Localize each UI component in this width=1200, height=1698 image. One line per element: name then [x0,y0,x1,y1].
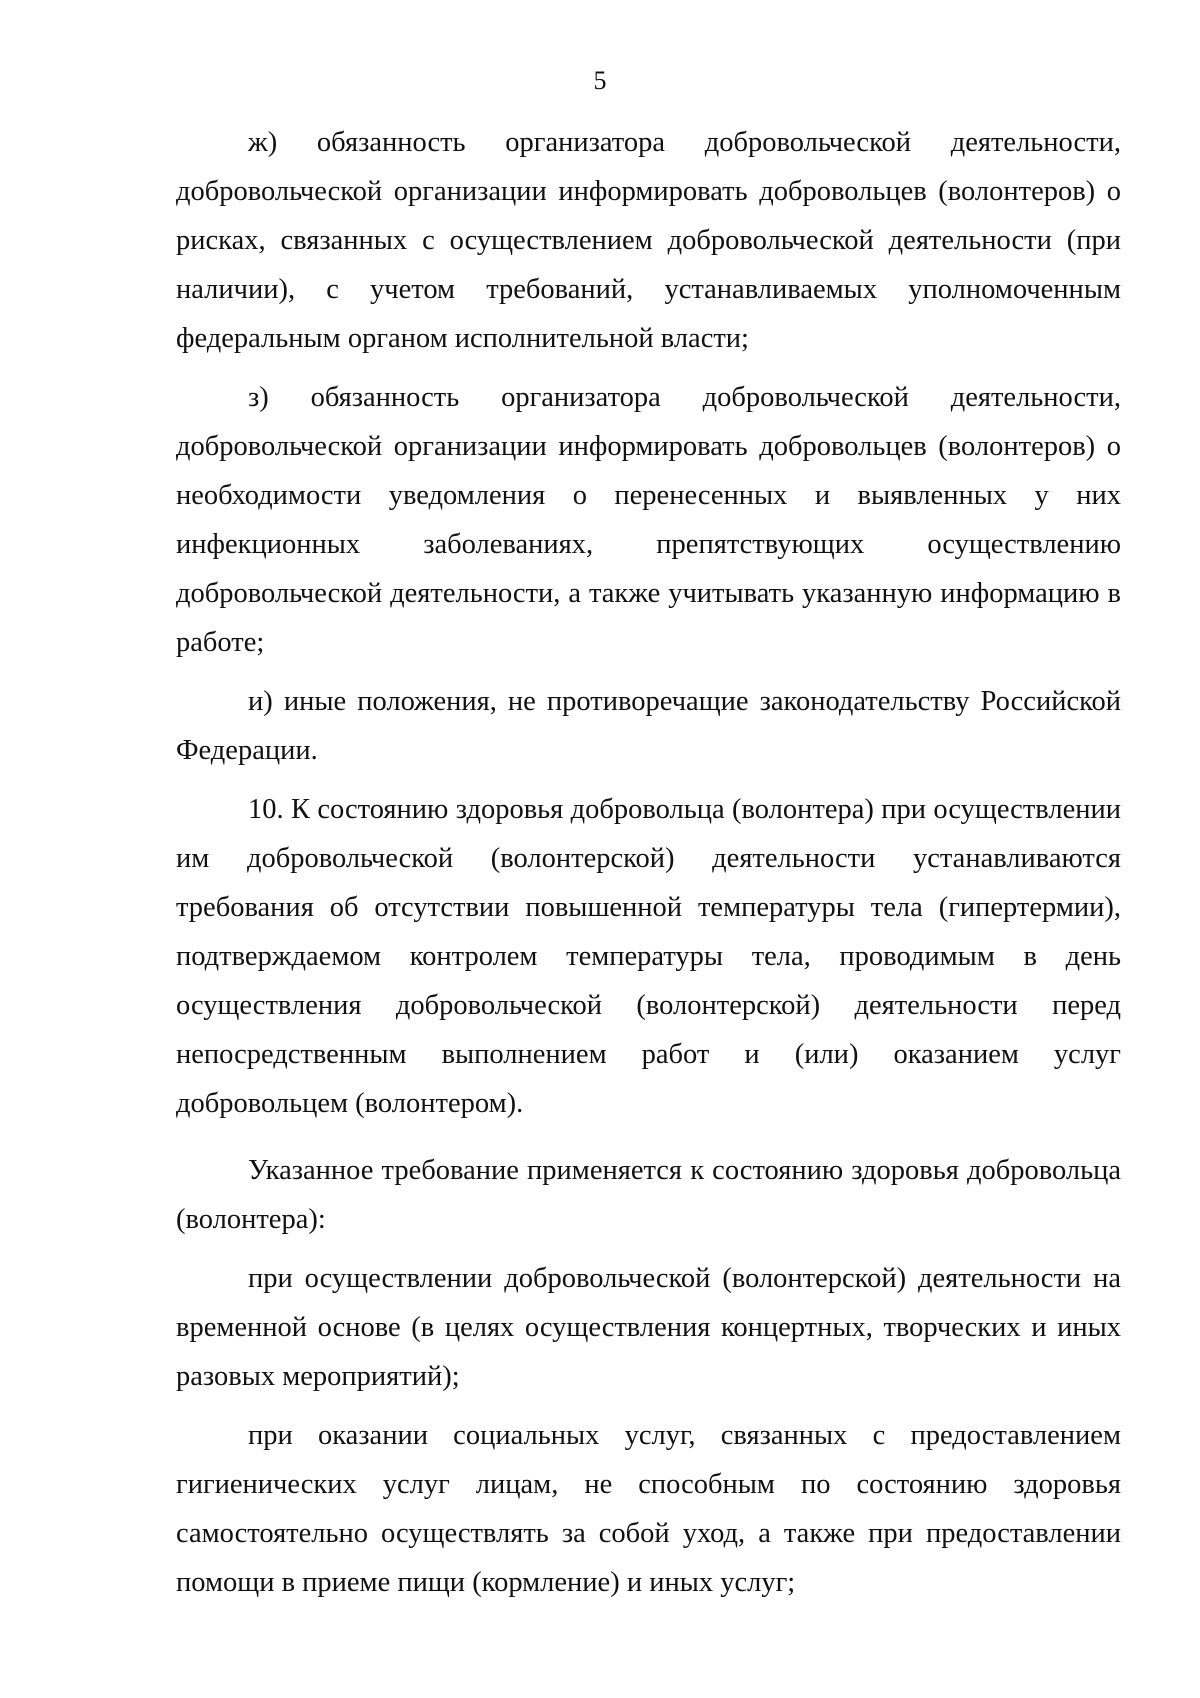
paragraph-item-i: и) иные положения, не противоречащие законодательству Российской Федерации. [176,686,1121,766]
paragraph-temporary-basis: при осуществлении добровольческой (волонтерской) деятельности на временной основе (в целях осуществления концертных, творческих и иных разовых мероприятий); [176,1263,1121,1392]
paragraph-social-services: при оказании социальных услуг, связанных с предоставлением гигиенических услуг лицам, не способным по состоянию здоровья самостоятельно осуществлять за собой уход, а также при предоставлении помощи в приеме пищи (кормление) и иных услуг; [176,1420,1121,1598]
document-body [176,118,1121,1607]
paragraph-requirement-applies: Указанное требование применяется к состоянию здоровья добровольца (волонтера): [176,1155,1121,1235]
paragraph-item-z: з) обязанность организатора добровольческой деятельности, добровольческой организации информировать добровольцев (волонтеров) о необходимости уведомления о перенесенных и выявленных у них инфекционных заболеваниях, препятствующих осуществлению добровольческой деятельности, а также учитывать указанную информацию в работе; [176,382,1121,658]
paragraph-item-zh: ж) обязанность организатора добровольческой деятельности, добровольческой организации информировать добровольцев (волонтеров) о рисках, связанных с осуществлением добровольческой деятельности (при наличии), с учетом требований, устанавливаемых уполномоченным федеральным органом исполнительной власти; [176,127,1121,354]
page-number: 5 [593,66,607,95]
paragraph-section-10: 10. К состоянию здоровья добровольца (волонтера) при осуществлении им добровольческой (волонтерской) деятельности устанавливаются требования об отсутствии повышенной температуры тела (гипертермии), подтверждаемом контролем температуры тела, проводимым в день осуществления добровольческой (волонтерской) деятельности перед непосредственным выполнением работ и (или) оказанием услуг добровольцем (волонтером). [176,794,1121,1119]
